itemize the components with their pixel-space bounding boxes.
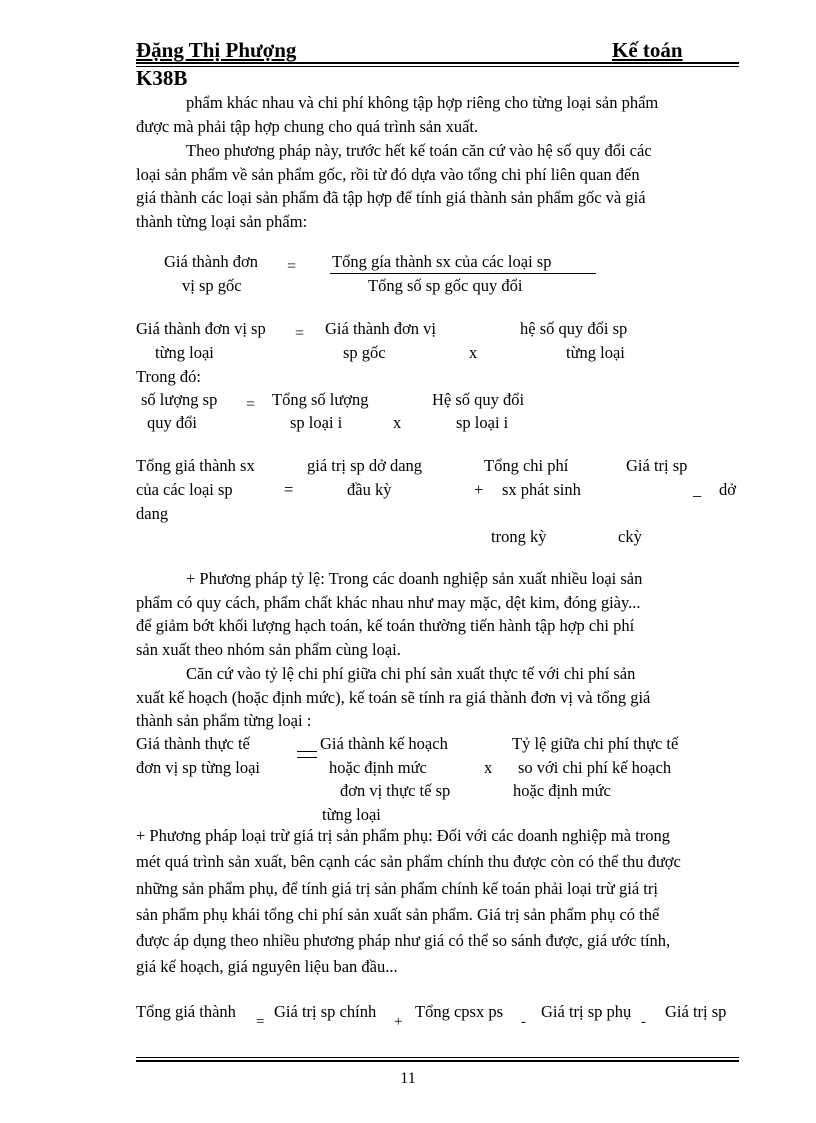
formula4-lhs-line2: của các loại sp (136, 480, 233, 499)
formula2-lhs-line2: từng loại (155, 343, 214, 362)
formula2-term1-line2: sp gốc (343, 343, 386, 362)
formula6-minus-1: - (521, 1014, 526, 1030)
formula2-equals: = (295, 325, 305, 342)
formula4-plus: + (474, 480, 484, 499)
formula3-term1-line2: sp loại i (290, 413, 343, 432)
formula5-lhs-line2: đơn vị sp từng loại (136, 758, 260, 777)
formula6-plus: + (394, 1014, 403, 1030)
formula4-term3-line1: Giá trị sp (626, 456, 688, 475)
formula2-term1-line1: Giá thành đơn vị (325, 319, 436, 338)
formula6-term2: Tổng cpsx ps (415, 1002, 503, 1021)
text-line: giá kế hoạch, giá nguyên liệu ban đầu... (136, 957, 398, 977)
formula2-times: x (469, 343, 478, 362)
formula1-numerator: Tổng gía thành sx của các loại sp (332, 252, 552, 271)
formula2-term2-line1: hệ số quy đổi sp (520, 319, 628, 338)
text-line: + Phương pháp loại trừ giá trị sản phẩm phụ: Đối với các doanh nghiệp mà trong (136, 826, 671, 845)
formula4-term1-line2: đầu kỳ (347, 480, 392, 499)
formula4-term2-line2: sx phát sinh (502, 480, 581, 499)
formula5-lhs-line1: Giá thành thực tế (136, 734, 250, 753)
formula3-times: x (393, 413, 402, 432)
formula6-term3-clip (541, 1002, 639, 1024)
text-line: phẩm khác nhau và chi phí không tập hợp riêng cho từng loại sản phẩm (186, 93, 659, 112)
formula3-term1-line1: Tổng số lượng (272, 390, 369, 409)
formula3-term2-line1: Hệ số quy đổi (432, 390, 525, 409)
text-line: Căn cứ vào tỷ lệ chi phí giữa chi phí sản xuất thực tế với chi phí sản (186, 664, 636, 683)
formula6-equals: = (256, 1014, 265, 1030)
formula3-lhs-line2: quy đổi (147, 413, 197, 432)
header-author: Đặng Thị Phượng (136, 38, 297, 62)
formula4-lhs-line3: dang (136, 504, 169, 523)
formula1-lhs-line2: vị sp gốc (182, 276, 242, 295)
formula5-term2-line3: hoặc định mức (513, 781, 611, 800)
text-line: loại sản phẩm về sản phẩm gốc, rồi từ đó dựa vào tổng chi phí liên quan đến (136, 164, 640, 184)
text-line: thành sản phẩm từng loại : (136, 711, 312, 730)
formula4-minus: _ (693, 480, 702, 499)
text-line: xuất kế hoạch (hoặc định mức), kế toán sẽ tính ra giá thành đơn vị và tổng giá (136, 687, 651, 707)
footer-rule-top (136, 1057, 739, 1058)
formula5-term2-line1: Tỷ lệ giữa chi phí thực tế (512, 734, 679, 753)
formula6-term1: Giá trị sp chính (274, 1002, 377, 1021)
text-line: Theo phương pháp này, trước hết kế toán căn cứ vào hệ số quy đổi các (186, 141, 652, 160)
text-line: để giảm bớt khối lượng hạch toán, kế toán thường tiến hành tập hợp chi phí (136, 616, 635, 635)
formula3-term2-line2: sp loại i (456, 413, 509, 432)
formula2-term2-line2: từng loại (566, 343, 625, 362)
formula4-term2-line1: Tổng chi phí (484, 456, 569, 475)
formula5-term1-line1: Giá thành kế hoạch (320, 734, 448, 753)
text-line: thành từng loại sản phẩm: (136, 211, 308, 231)
formula5-term2-line2: so với chi phí kế hoạch (518, 758, 672, 777)
formula2-lhs-line1: Giá thành đơn vị sp (136, 319, 266, 338)
formula5-term1-line3: đơn vị thực tế sp (340, 781, 451, 800)
formula3-lhs-line1: số lượng sp (141, 390, 218, 409)
footer-rule-bottom (136, 1060, 739, 1062)
where-label: Trong đó: (136, 367, 201, 386)
text-line: sản xuất theo nhóm sản phẩm cùng loại. (136, 639, 401, 659)
text-line: được mà phải tập hợp chung cho quá trình sản xuất. (136, 116, 479, 136)
formula3-equals: = (246, 396, 256, 413)
text-line: mét quá trình sản xuất, bên cạnh các sản phẩm chính thu được còn có thể thu được (136, 852, 681, 872)
formula4-term1-line1: giá trị sp dở dang (307, 456, 423, 475)
formula6-term3: Giá trị sp phụ (541, 1002, 632, 1021)
text-line: giá thành các loại sản phẩm đã tập hợp để tính giá thành sản phẩm gốc và giá (136, 188, 646, 207)
text-line: + Phương pháp tỷ lệ: Trong các doanh nghiệp sản xuất nhiều loại sản (186, 569, 643, 588)
formula4-term2-line3: trong kỳ (491, 527, 547, 546)
formula4-lhs-line1: Tổng giá thành sx (136, 456, 255, 475)
formula6-term4: Giá trị sp (665, 1002, 727, 1021)
header-department: Kế toán (612, 38, 683, 62)
formula4-term3-line2: dở (719, 480, 736, 499)
text-line: những sản phẩm phụ, để tính giá trị sản phẩm chính kế toán phải loại trừ giá trị (136, 878, 658, 898)
formula1-denominator: Tổng số sp gốc quy đổi (368, 276, 523, 295)
formula6-minus-2: - (641, 1014, 646, 1030)
formula5-term1-line4: từng loại (322, 805, 381, 824)
page-number: 11 (400, 1070, 416, 1087)
header-class: K38B (136, 66, 188, 90)
formula5-term1-line2: hoặc định mức (329, 758, 427, 777)
formula4-term3-line3: ckỳ (618, 527, 642, 546)
formula1-equals: = (287, 258, 297, 275)
formula1-lhs-line1: Giá thành đơn (164, 252, 258, 271)
text-line: được áp dụng theo nhiều phương pháp như giá có thể so sánh được, giá ước tính, (136, 931, 671, 951)
formula6-lhs: Tổng giá thành (136, 1002, 236, 1021)
text-line: sản phẩm phụ khái tổng chi phí sản xuất sản phẩm. Giá trị sản phẩm phụ có thể (136, 904, 660, 924)
formula4-equals: = (284, 480, 294, 499)
text-line: phẩm có quy cách, phẩm chất khác nhau như may mặc, dệt kim, đóng giày... (136, 592, 641, 612)
formula5-times: x (484, 758, 493, 777)
